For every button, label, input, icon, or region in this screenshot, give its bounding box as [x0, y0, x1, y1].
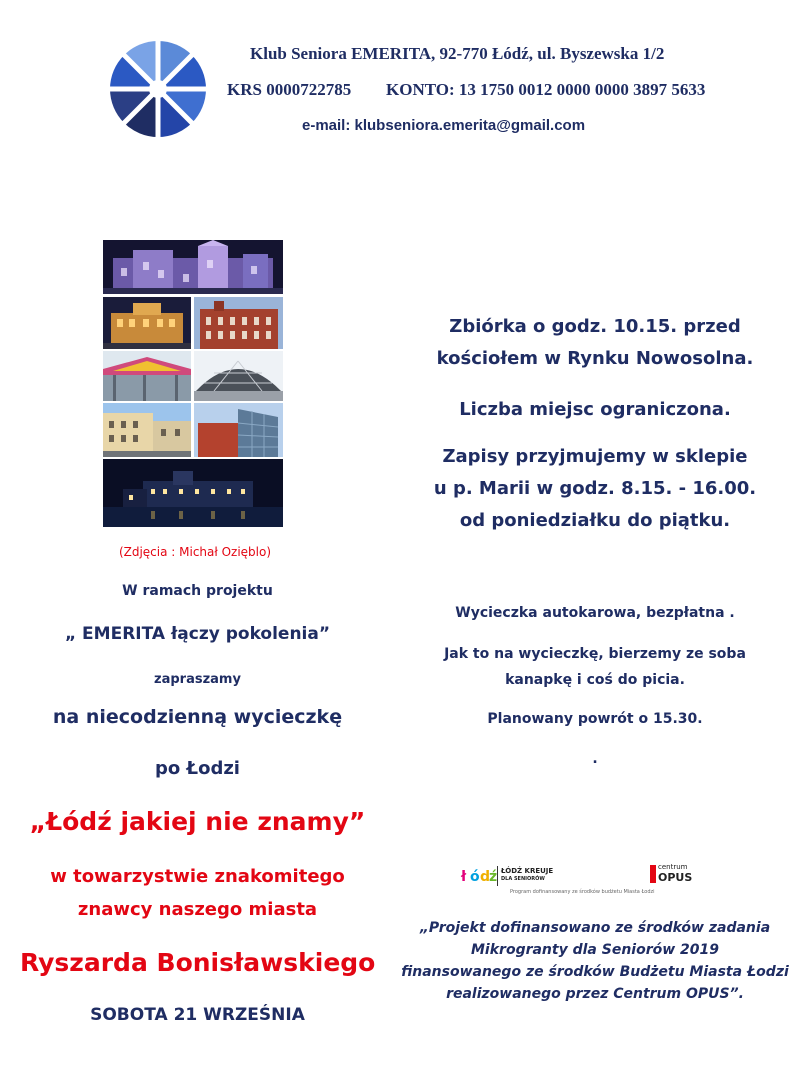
guide-intro-line-2: znawcy naszego miasta — [77, 899, 318, 920]
funding-line-2: Mikrogranty dla Seniorów 2019 — [471, 942, 719, 958]
opus-small-text: centrum — [658, 863, 688, 871]
meeting-line-1: Zbiórka o godz. 10.15. przed — [449, 316, 741, 337]
trailing-dot: . — [592, 751, 598, 767]
photo-red-brick-factory — [194, 297, 283, 349]
photo-illuminated-building — [103, 240, 283, 294]
bus-trip-info: Wycieczka autokarowa, bezpłatna . — [455, 605, 735, 621]
city-line: po Łodzi — [155, 758, 240, 779]
krs-number: KRS 0000722785 — [227, 80, 352, 99]
svg-text:d: d — [480, 869, 491, 885]
sponsor-note: Program dofinansowany ze środków budżetu Miasta Łodzi — [510, 889, 655, 895]
funding-line-4: realizowanego przez Centrum OPUS”. — [446, 986, 744, 1002]
bank-account: KONTO: 13 1750 0012 0000 0000 3897 5633 — [386, 80, 706, 99]
centrum-opus-logo — [650, 861, 710, 891]
funding-note — [394, 917, 796, 1005]
svg-text:ź: ź — [489, 869, 498, 885]
registration-info — [394, 441, 796, 537]
meeting-info — [394, 311, 796, 375]
guide-name: Ryszarda Bonisławskiego — [20, 948, 376, 977]
emerita-logo — [108, 41, 208, 137]
intro-line: W ramach projektu — [122, 583, 273, 599]
registration-line-3: od poniedziałku do piątku. — [459, 510, 731, 531]
registration-line-2: u p. Marii w godz. 8.15. - 16.00. — [433, 478, 757, 499]
photo-collage — [103, 240, 283, 527]
photo-street-tenements — [103, 403, 191, 457]
club-address: Klub Seniora EMERITA, 92-770 Łódź, ul. Byszewska 1/2 — [250, 44, 665, 63]
photo-colorful-canopy — [103, 351, 191, 401]
lodz-mark-icon — [459, 865, 499, 887]
meeting-line-2: kościołem w Rynku Nowosolna. — [436, 348, 754, 369]
trip-title: „Łódź jakiej nie znamy” — [29, 807, 366, 836]
lodz-kreuje-line-2: DLA SENIORÓW — [501, 876, 545, 882]
project-name: „ EMERITA łączy pokolenia” — [64, 624, 331, 644]
photo-station-roof — [194, 351, 283, 401]
registration-line-1: Zapisy przyjmujemy w sklepie — [442, 446, 748, 467]
photo-palace-night — [103, 297, 191, 349]
photo-modern-building — [194, 403, 283, 457]
lodz-kreuje-line-1: ŁÓDŹ KREUJE — [501, 867, 554, 875]
packing-info — [394, 641, 796, 693]
packing-line-1: Jak to na wycieczkę, bierzemy ze soba — [444, 646, 746, 662]
photo-castle-night — [103, 459, 283, 527]
invite-line: zapraszamy — [154, 672, 241, 687]
svg-text:ó: ó — [470, 869, 480, 885]
funding-line-3: finansowanego ze środków Budżetu Miasta Łodzi — [401, 964, 789, 980]
photo-credit: (Zdjęcia : Michał Ozięblo) — [118, 545, 272, 559]
limited-seats: Liczba miejsc ograniczona. — [459, 399, 731, 420]
trip-line: na niecodzienną wycieczkę — [52, 706, 343, 728]
funding-line-1: „Projekt dofinansowano ze środków zadania — [419, 920, 771, 936]
trip-date: SOBOTA 21 WRZEŚNIA — [90, 1005, 305, 1025]
return-time: Planowany powrót o 15.30. — [487, 711, 703, 727]
email-address: e-mail: klubseniora.emerita@gmail.com — [302, 117, 586, 134]
svg-text:ł: ł — [461, 869, 467, 885]
packing-line-2: kanapkę i coś do picia. — [505, 672, 685, 688]
guide-intro-line-1: w towarzystwie znakomitego — [50, 866, 345, 887]
opus-big-text: OPUS — [658, 871, 693, 884]
